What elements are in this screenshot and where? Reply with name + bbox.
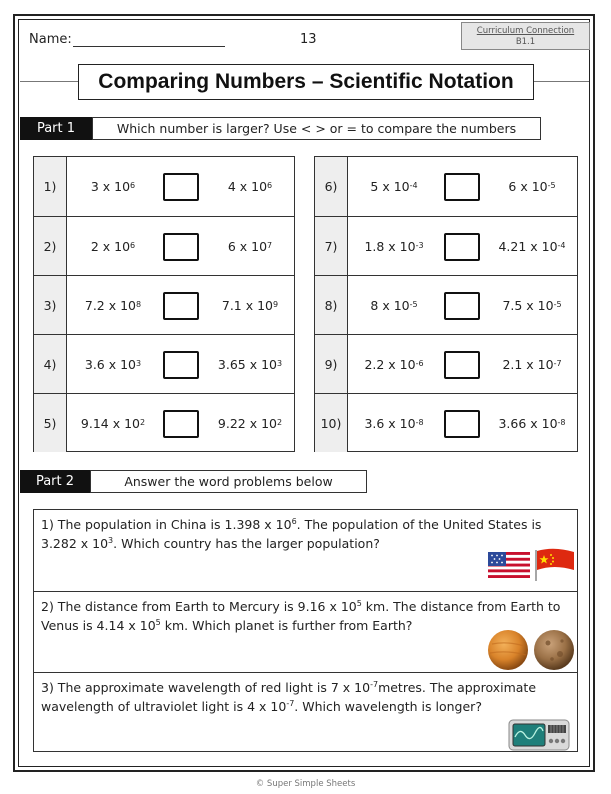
word-problem-1 xyxy=(34,510,577,591)
problem-number: 7) xyxy=(315,217,348,275)
comparison-answer-box[interactable] xyxy=(444,410,480,438)
second-number: 7.5 x 10 $^{-5}$ xyxy=(502,297,562,313)
problem-row xyxy=(34,157,294,216)
problem-number: 10) xyxy=(315,394,348,452)
first-number: 3 x 10 $^6$ xyxy=(90,179,136,194)
curriculum-code: B1.1 xyxy=(515,37,536,47)
curriculum-connection-box xyxy=(461,22,590,50)
word-problem-2-text: 2) The distance from Earth to Mercury is 9.16 x $10^5$ km. The distance from Earth to Venus is 4.14 x $10^5$ km. Which planet is further from Earth? xyxy=(41,599,561,634)
part2-tag: Part 2 xyxy=(20,470,90,493)
comparison-answer-box[interactable] xyxy=(163,292,199,320)
comparison-answer-box[interactable] xyxy=(444,173,480,201)
first-number: 5 x 10 $^{-4}$ xyxy=(370,179,418,194)
second-number: 7.1 x 10 $^9$ xyxy=(221,297,279,313)
first-number: 2.2 x 10 $^{-6}$ xyxy=(364,356,424,372)
word-problem-2 xyxy=(34,591,577,672)
right-problem-grid xyxy=(314,156,578,452)
page-title: Comparing Numbers – Scientific Notation xyxy=(78,64,534,100)
left-problem-grid xyxy=(33,156,295,452)
first-number: 3.6 x 10 $^{-8}$ xyxy=(364,415,424,431)
second-number: 9.22 x 10 $^2$ xyxy=(217,415,283,431)
part2-instruction: Answer the word problems below xyxy=(90,470,367,493)
flags-usa-china-icon xyxy=(486,546,578,582)
second-number: 6 x 10 $^7$ xyxy=(227,238,273,254)
problem-number: 1) xyxy=(34,157,67,216)
problem-row xyxy=(34,334,294,393)
problem-number: 9) xyxy=(315,335,348,393)
word-problem-3-text: 3) The approximate wavelength of red light is 7 x $10^{-7}metres$. The approximate wavelength of ultraviolet light is 4 x $10^{-7}$. Which wavelength is longer? xyxy=(41,680,537,715)
problem-number: 5) xyxy=(34,394,67,452)
comparison-answer-box[interactable] xyxy=(444,233,480,261)
second-number: 6 x 10 $^{-5}$ xyxy=(508,179,556,194)
first-number: 9.14 x 10 $^2$ xyxy=(80,415,146,431)
comparison-answer-box[interactable] xyxy=(444,351,480,379)
word-problem-list xyxy=(33,509,578,752)
second-number: 4.21 x 10 $^{-4}$ xyxy=(498,238,566,254)
second-number: 4 x 10 $^6$ xyxy=(227,179,273,194)
first-number: 8 x 10 $^{-5}$ xyxy=(370,297,418,313)
word-problem-3 xyxy=(34,672,577,753)
problem-number: 6) xyxy=(315,157,348,216)
problem-number: 4) xyxy=(34,335,67,393)
footer-copyright: © Super Simple Sheets xyxy=(255,779,356,789)
problem-row xyxy=(315,334,577,393)
comparison-answer-box[interactable] xyxy=(444,292,480,320)
problem-row xyxy=(315,216,577,275)
part1-tag: Part 1 xyxy=(20,117,92,140)
second-number: 3.65 x 10 $^3$ xyxy=(217,356,283,372)
first-number: 1.8 x 10 $^{-3}$ xyxy=(364,238,424,254)
second-number: 2.1 x 10 $^{-7}$ xyxy=(502,356,562,372)
title-rule-right xyxy=(534,81,589,82)
problem-number: 2) xyxy=(34,217,67,275)
problem-row xyxy=(34,216,294,275)
problem-row xyxy=(315,157,577,216)
oscilloscope-icon xyxy=(508,719,570,751)
second-number: 3.66 x 10 $^{-8}$ xyxy=(498,415,566,431)
problem-number: 8) xyxy=(315,276,348,334)
title-rule-left xyxy=(20,81,78,82)
comparison-answer-box[interactable] xyxy=(163,410,199,438)
problem-row xyxy=(315,393,577,452)
comparison-answer-box[interactable] xyxy=(163,233,199,261)
name-field-line[interactable] xyxy=(73,46,225,47)
problem-row xyxy=(34,393,294,452)
comparison-answer-box[interactable] xyxy=(163,351,199,379)
first-number: 2 x 10 $^6$ xyxy=(90,238,136,254)
curriculum-title: Curriculum Connection xyxy=(476,26,575,36)
planets-venus-mercury-icon xyxy=(486,628,578,672)
comparison-answer-box[interactable] xyxy=(163,173,199,201)
name-label: Name: xyxy=(29,32,72,47)
page-number: 13 xyxy=(300,32,317,47)
first-number: 3.6 x 10 $^3$ xyxy=(84,356,142,372)
word-problem-1-text: 1) The population in China is 1.398 x $10^6$. The population of the United States is 3.282 x $10^3$. Which country has the larger population? xyxy=(41,517,542,552)
problem-row xyxy=(34,275,294,334)
problem-number: 3) xyxy=(34,276,67,334)
first-number: 7.2 x 10 $^8$ xyxy=(84,297,142,313)
problem-row xyxy=(315,275,577,334)
part1-instruction: Which number is larger? Use < > or = to compare the numbers xyxy=(92,117,541,140)
